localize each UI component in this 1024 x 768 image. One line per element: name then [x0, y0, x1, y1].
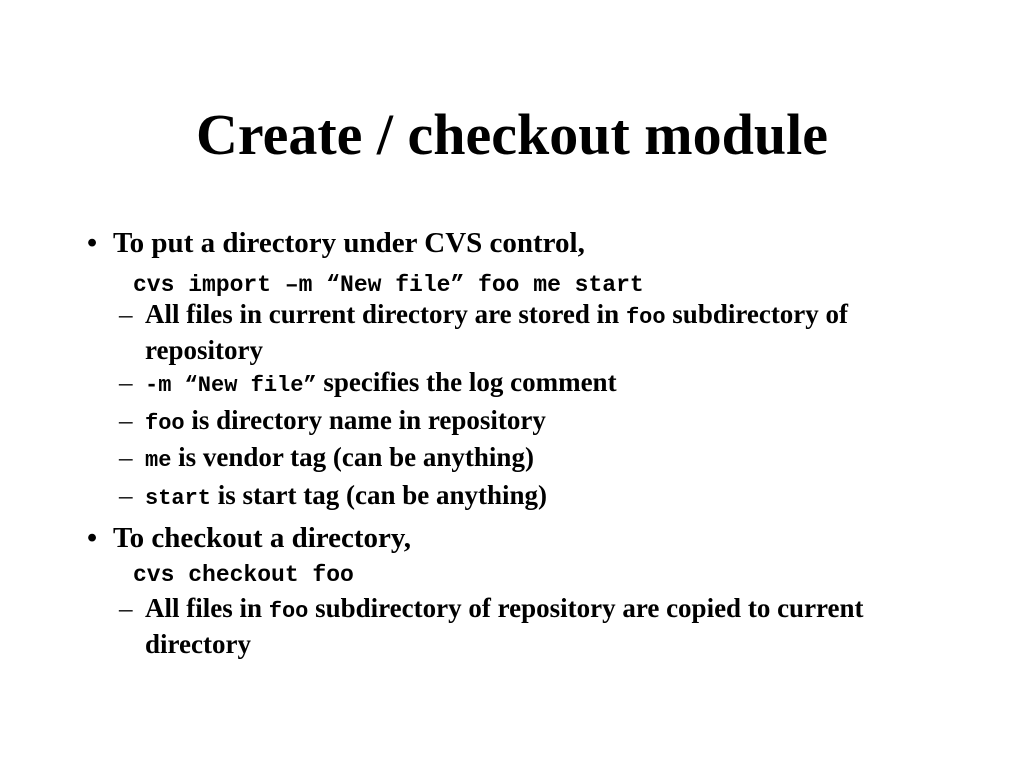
- command-line: [0, 271, 1024, 299]
- sub-bullet-item: [0, 298, 1024, 366]
- sub-bullet-text: [145, 479, 965, 515]
- sub-bullet-item: [0, 441, 1024, 477]
- bullet-text: [113, 226, 1024, 261]
- text-segment: To checkout a directory,: [113, 522, 412, 554]
- dash-marker-icon: –: [119, 299, 133, 329]
- text-segment: subdirectory of repository: [145, 299, 849, 365]
- slide-title: Create / checkout module: [196, 102, 828, 167]
- text-segment: All files in: [145, 593, 269, 623]
- text-segment: is directory name in repository: [184, 405, 546, 435]
- text-segment: is vendor tag (can be anything): [171, 442, 534, 472]
- dash-marker-icon: –: [119, 442, 133, 472]
- dash-marker-icon: –: [119, 367, 133, 397]
- sub-bullet-text: [145, 404, 965, 440]
- bullet-text: [113, 521, 1024, 556]
- sub-bullet-item: [0, 592, 1024, 660]
- code-segment: cvs import –m “New file” foo me start: [133, 272, 644, 298]
- sub-bullet-text: [145, 298, 965, 366]
- sub-bullet-text: [145, 592, 965, 660]
- bullet-item: [0, 226, 1024, 261]
- sub-bullet-text: [145, 441, 965, 477]
- bullet-item: [0, 521, 1024, 556]
- sub-bullet-item: [0, 366, 1024, 402]
- code-segment: me: [145, 448, 172, 473]
- text-segment: All files in current directory are stored in: [145, 299, 626, 329]
- command-line: [0, 561, 1024, 589]
- dash-marker-icon: –: [119, 593, 133, 623]
- bullet-marker-icon: •: [87, 522, 98, 554]
- text-segment: is start tag (can be anything): [211, 480, 548, 510]
- text-segment: subdirectory of repository are copied to current directory: [145, 593, 864, 659]
- code-segment: foo: [625, 305, 666, 330]
- code-segment: start: [145, 486, 212, 511]
- text-segment: specifies the log comment: [316, 367, 617, 397]
- bullet-marker-icon: •: [87, 227, 98, 259]
- dash-marker-icon: –: [119, 405, 133, 435]
- code-segment: foo: [268, 599, 309, 624]
- code-segment: foo: [145, 411, 185, 436]
- code-segment: cvs checkout foo: [133, 562, 354, 588]
- dash-marker-icon: –: [119, 480, 133, 510]
- sub-bullet-item: [0, 479, 1024, 515]
- code-segment: -m “New file”: [145, 373, 317, 398]
- sub-bullet-text: [145, 366, 965, 402]
- command-text: [133, 271, 1024, 299]
- text-segment: To put a directory under CVS control,: [113, 227, 585, 259]
- command-text: [133, 561, 1024, 589]
- sub-bullet-item: [0, 404, 1024, 440]
